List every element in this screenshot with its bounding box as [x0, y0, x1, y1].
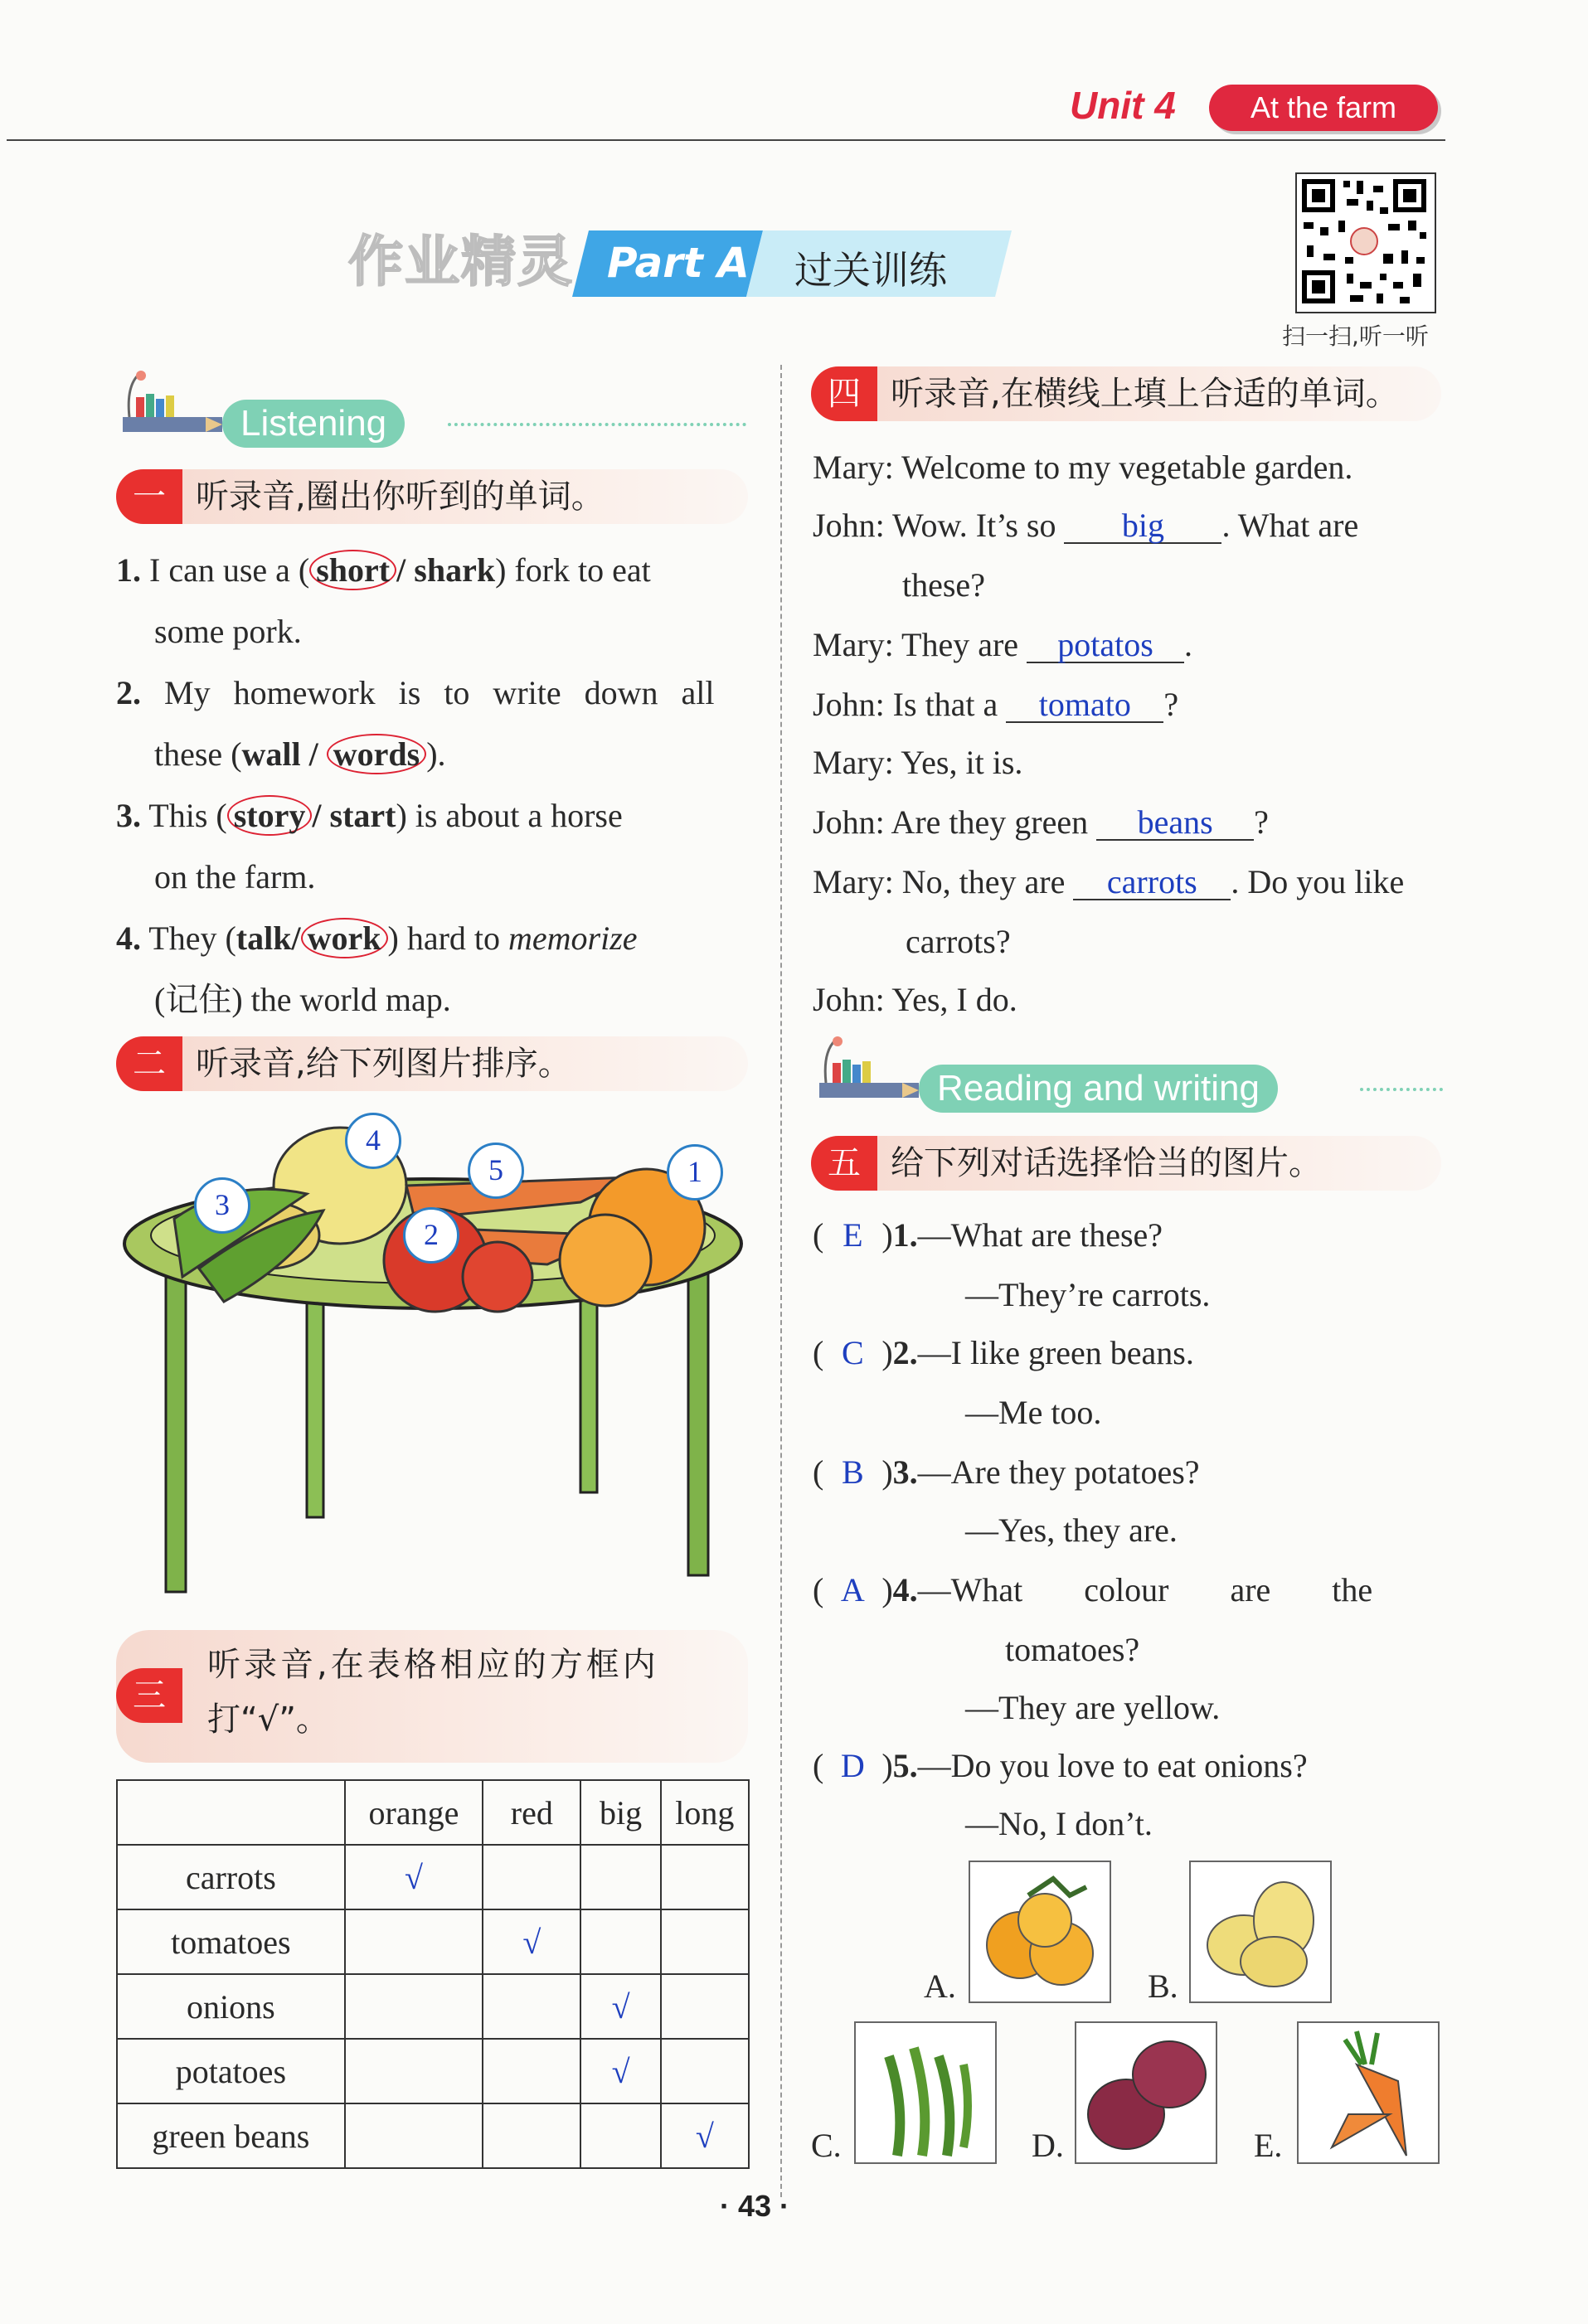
- check-cell[interactable]: [661, 1974, 749, 2039]
- check-cell[interactable]: √: [483, 1909, 580, 1974]
- green-beans-picture[interactable]: [854, 2021, 997, 2164]
- check-cell[interactable]: [483, 2103, 580, 2168]
- question-4-bar: [811, 366, 1441, 421]
- item-number: 5.: [892, 1747, 918, 1784]
- dotted-rule: [448, 423, 746, 426]
- order-label-beans: 3: [194, 1177, 250, 1234]
- q1-item-2: [116, 674, 715, 711]
- dialogue-line: [813, 509, 1358, 544]
- item-number: 1.: [892, 1216, 918, 1254]
- item-text: is about a horse: [415, 797, 623, 834]
- pic-label-d: D.: [1032, 2127, 1064, 2164]
- q5-item-3-answer: —Yes, they are.: [965, 1511, 1178, 1549]
- item-number: 3.: [892, 1453, 918, 1491]
- check-cell[interactable]: [483, 1845, 580, 1909]
- question-4-title: 听录音,在横线上填上合适的单词。: [891, 375, 1399, 413]
- answer-letter[interactable]: C: [841, 1334, 864, 1371]
- dialogue-text: John: Are they green: [813, 803, 1089, 841]
- color-size-table: [116, 1779, 750, 2169]
- row-label: carrots: [117, 1845, 345, 1909]
- check-cell[interactable]: √: [345, 1845, 483, 1909]
- check-cell[interactable]: [345, 2103, 483, 2168]
- answer-letter[interactable]: B: [841, 1453, 864, 1491]
- table-header-cell: red: [483, 1780, 580, 1845]
- page-number: · 43 ·: [720, 2189, 790, 2223]
- item-text-italic: memorize: [508, 919, 638, 957]
- answer-blank[interactable]: beans: [1096, 806, 1254, 841]
- check-cell[interactable]: [580, 1845, 660, 1909]
- item-number: 4.: [892, 1571, 918, 1608]
- question-1-bar: [116, 469, 748, 524]
- pic-label-e: E.: [1254, 2127, 1283, 2164]
- q1-item-4-cont: (记住) the world map.: [154, 981, 451, 1018]
- answer-blank[interactable]: carrots: [1073, 866, 1231, 900]
- option[interactable]: start: [329, 797, 396, 834]
- dialogue-question: —I like green beans.: [917, 1334, 1194, 1371]
- question-3-number: 三: [116, 1668, 182, 1723]
- dialogue-line: Mary: Yes, it is.: [813, 744, 1023, 781]
- option[interactable]: wall: [241, 735, 301, 773]
- dialogue-question: —What are these?: [917, 1216, 1163, 1254]
- q5-item-5-answer: —No, I don’t.: [965, 1805, 1153, 1842]
- dialogue-question: —What colour are the: [917, 1571, 1373, 1608]
- question-2-bar: [116, 1036, 748, 1091]
- option-circled[interactable]: work: [301, 918, 388, 958]
- pencil-books-icon: [811, 1035, 919, 1109]
- column-divider: [780, 365, 782, 2197]
- dialogue-question: —Do you love to eat onions?: [917, 1747, 1308, 1784]
- check-cell[interactable]: [661, 1909, 749, 1974]
- table-header-cell: orange: [345, 1780, 483, 1845]
- table-row: [117, 2103, 749, 2168]
- part-a-banner: [572, 230, 1012, 297]
- question-3-bar: [116, 1630, 748, 1763]
- dialogue-text: .: [1184, 626, 1193, 663]
- answer-letter[interactable]: A: [840, 1571, 865, 1608]
- check-cell[interactable]: [661, 2039, 749, 2103]
- question-1-number: 一: [116, 469, 182, 524]
- table-header-row: [117, 1780, 749, 1845]
- row-label: tomatoes: [117, 1909, 345, 1974]
- table-header-cell: big: [580, 1780, 660, 1845]
- yellow-tomatoes-picture[interactable]: [969, 1861, 1111, 2003]
- item-text: My homework is to write down all: [164, 674, 715, 711]
- option-circled[interactable]: words: [327, 734, 426, 774]
- dialogue-question: —Are they potatoes?: [917, 1453, 1200, 1491]
- option[interactable]: talk: [236, 919, 292, 957]
- table-row: [117, 1909, 749, 1974]
- vegetable-table-illustration: [116, 1111, 748, 1608]
- check-cell[interactable]: √: [661, 2103, 749, 2168]
- row-label: green beans: [117, 2103, 345, 2168]
- check-cell[interactable]: [345, 1974, 483, 2039]
- item-text: hard to: [406, 919, 501, 957]
- dialogue-line-cont: carrots?: [906, 923, 1011, 960]
- table-row: [117, 2039, 749, 2103]
- q1-item-4: 4. They (talk/ work ) hard to memorize: [116, 919, 638, 957]
- item-number: 4.: [116, 919, 141, 957]
- question-5-title: 给下列对话选择恰当的图片。: [891, 1144, 1322, 1182]
- part-label: Part A: [607, 239, 750, 287]
- item-text: I can use a: [149, 551, 290, 589]
- pic-label-a: A.: [924, 1967, 956, 2005]
- question-1-title: 听录音,圈出你听到的单词。: [196, 478, 605, 516]
- carrot-picture[interactable]: [1297, 2021, 1440, 2164]
- q1-item-1-cont: some pork.: [154, 613, 302, 650]
- item-text: these: [154, 735, 223, 773]
- answer-blank[interactable]: big: [1064, 509, 1221, 544]
- item-number: 2.: [892, 1334, 918, 1371]
- qr-code[interactable]: [1295, 172, 1436, 313]
- order-label-carrot: 5: [468, 1143, 524, 1199]
- item-number: 1.: [116, 551, 141, 589]
- dialogue-text: ?: [1254, 803, 1269, 841]
- q5-item-1-answer: —They’re carrots.: [965, 1276, 1211, 1313]
- item-text: This: [148, 797, 208, 834]
- dialogue-line: John: Yes, I do.: [813, 981, 1017, 1018]
- q1-item-3-cont: on the farm.: [154, 858, 316, 895]
- dialogue-line-cont: these?: [902, 566, 985, 604]
- q1-item-2-cont: these (wall / words ).: [154, 735, 446, 773]
- table-header-cell: [117, 1780, 345, 1845]
- option-circled[interactable]: story: [227, 795, 313, 836]
- scan-to-listen-caption: 扫一扫,听一听: [1282, 323, 1429, 350]
- q5-item-4-answer: —They are yellow.: [965, 1689, 1221, 1726]
- dotted-rule: [1360, 1088, 1443, 1091]
- answer-letter[interactable]: D: [840, 1747, 865, 1784]
- check-cell[interactable]: √: [580, 1974, 660, 2039]
- question-2-number: 二: [116, 1036, 182, 1091]
- item-number: 3.: [116, 797, 141, 834]
- answer-blank[interactable]: potatos: [1027, 628, 1184, 663]
- dialogue-line: [813, 628, 1192, 663]
- check-cell[interactable]: [580, 2103, 660, 2168]
- table-header-cell: long: [661, 1780, 749, 1845]
- pic-label-b: B.: [1148, 1967, 1178, 2005]
- header-divider: [7, 139, 1445, 141]
- question-3-title-line1: 听录音,在表格相应的方框内: [207, 1646, 659, 1684]
- q5-item-3: ( B )3.—Are they potatoes?: [813, 1453, 1200, 1491]
- check-cell[interactable]: √: [580, 2039, 660, 2103]
- check-cell[interactable]: [345, 2039, 483, 2103]
- dialogue-text: Mary: No, they are: [813, 863, 1066, 900]
- q1-item-3: 3. This ( story / start) is about a horse: [116, 797, 623, 834]
- row-label: potatoes: [117, 2039, 345, 2103]
- q5-item-2-answer: —Me too.: [965, 1394, 1102, 1431]
- item-text: They: [148, 919, 217, 957]
- dialogue-text: John: Is that a: [813, 686, 998, 723]
- order-label-orange: 1: [667, 1144, 723, 1201]
- option[interactable]: shark: [414, 551, 496, 589]
- qr-pattern: [1297, 174, 1431, 308]
- watermark-logo: 作业精灵: [348, 230, 574, 294]
- table-row: [117, 1845, 749, 1909]
- check-cell[interactable]: [580, 1909, 660, 1974]
- question-2-title: 听录音,给下列图片排序。: [196, 1045, 571, 1083]
- answer-letter[interactable]: E: [843, 1216, 863, 1254]
- check-cell[interactable]: [483, 2039, 580, 2103]
- answer-blank[interactable]: tomato: [1006, 688, 1163, 723]
- option-circled[interactable]: short: [309, 550, 396, 590]
- q1-item-1: 1. I can use a ( short / shark) fork to eat: [116, 551, 651, 589]
- table-row: [117, 1974, 749, 2039]
- dialogue-text: ?: [1163, 686, 1179, 723]
- item-text: fork to eat: [514, 551, 651, 589]
- question-5-number: 五: [811, 1136, 877, 1191]
- dialogue-text: Mary: They are: [813, 626, 1019, 663]
- dialogue-line: [813, 863, 1405, 900]
- row-label: onions: [117, 1974, 345, 2039]
- pencil-books-icon: [114, 369, 222, 444]
- pic-label-c: C.: [811, 2127, 842, 2164]
- check-cell[interactable]: [661, 1845, 749, 1909]
- onions-picture[interactable]: [1075, 2021, 1217, 2164]
- dialogue-line: [813, 803, 1269, 841]
- order-label-tomato: 2: [403, 1207, 459, 1264]
- unit-number: Unit 4: [1070, 84, 1176, 127]
- listening-section-label: Listening: [222, 400, 405, 448]
- order-label-onion: 4: [345, 1113, 401, 1169]
- reading-writing-section-label: Reading and writing: [919, 1065, 1278, 1113]
- part-subtitle: 过关训练: [794, 248, 947, 293]
- dialogue-text: . What are: [1221, 507, 1359, 544]
- q5-item-4-cont: tomatoes?: [1005, 1631, 1140, 1668]
- dialogue-text: John: Wow. It’s so: [813, 507, 1056, 544]
- q5-item-4: ( A )4.—What colour are the: [813, 1571, 1373, 1608]
- dialogue-line: Mary: Welcome to my vegetable garden.: [813, 449, 1353, 486]
- question-3-title-line2: 打“√”。: [207, 1701, 329, 1739]
- q5-item-2: ( C )2.—I like green beans.: [813, 1334, 1194, 1371]
- dialogue-text: . Do you like: [1231, 863, 1405, 900]
- q5-item-1: ( E )1.—What are these?: [813, 1216, 1163, 1254]
- question-4-number: 四: [811, 366, 877, 421]
- check-cell[interactable]: [345, 1909, 483, 1974]
- item-number: 2.: [116, 674, 141, 711]
- question-5-bar: [811, 1136, 1441, 1191]
- dialogue-line: [813, 688, 1178, 723]
- potatoes-picture[interactable]: [1189, 1861, 1332, 2003]
- unit-title-badge: At the farm: [1209, 85, 1438, 131]
- q5-item-5: ( D )5.—Do you love to eat onions?: [813, 1747, 1308, 1784]
- check-cell[interactable]: [483, 1974, 580, 2039]
